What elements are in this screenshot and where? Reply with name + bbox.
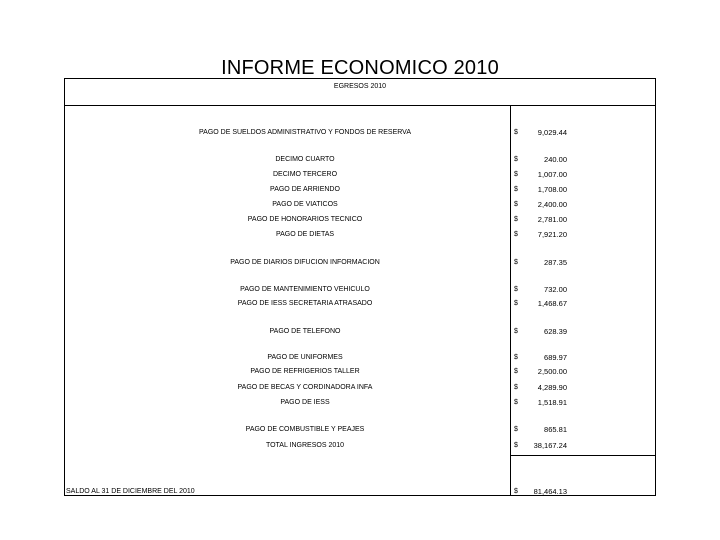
summary-divider — [510, 455, 656, 456]
total-label: TOTAL INGRESOS 2010 — [265, 442, 345, 449]
currency-symbol: $ — [514, 231, 518, 238]
table-row — [0, 367, 720, 377]
table-row — [0, 215, 720, 225]
table-row — [0, 383, 720, 393]
row-amount: 865.81 — [544, 425, 567, 434]
currency-symbol: $ — [514, 488, 518, 495]
row-label: PAGO DE IESS — [280, 399, 330, 406]
row-label: PAGO DE COMBUSTIBLE Y PEAJES — [245, 426, 365, 433]
currency-symbol: $ — [514, 300, 518, 307]
row-amount: 732.00 — [544, 285, 567, 294]
currency-symbol: $ — [514, 426, 518, 433]
row-label: PAGO DE ARRIENDO — [270, 186, 340, 193]
currency-symbol: $ — [514, 186, 518, 193]
table-row — [0, 285, 720, 295]
row-amount: 1,468.67 — [537, 299, 567, 308]
currency-symbol: $ — [514, 156, 518, 163]
row-amount: 1,007.00 — [537, 170, 567, 179]
table-row — [0, 398, 720, 408]
report-subtitle: EGRESOS 2010 — [333, 83, 387, 90]
currency-symbol: $ — [514, 129, 518, 136]
row-amount: 689.97 — [544, 353, 567, 362]
currency-symbol: $ — [514, 201, 518, 208]
row-label: DECIMO CUARTO — [275, 156, 335, 163]
table-row — [0, 200, 720, 210]
row-label: PAGO DE VIATICOS — [272, 201, 338, 208]
row-amount: 628.39 — [544, 327, 567, 336]
table-row — [0, 327, 720, 337]
row-amount: 1,708.00 — [537, 185, 567, 194]
row-label: PAGO DE UNIFORMES — [267, 354, 343, 361]
total-amount: 38,167.24 — [533, 441, 567, 450]
row-amount: 7,921.20 — [537, 230, 567, 239]
total-row — [0, 441, 720, 451]
currency-symbol: $ — [514, 259, 518, 266]
header-divider — [64, 105, 656, 106]
table-row — [0, 230, 720, 240]
row-amount: 9,029.44 — [537, 128, 567, 137]
row-label: PAGO DE SUELDOS ADMINISTRATIVO Y FONDOS DE RESERVA — [199, 129, 411, 136]
table-row — [0, 170, 720, 180]
currency-symbol: $ — [514, 368, 518, 375]
row-label: PAGO DE DIETAS — [275, 231, 335, 238]
row-amount: 1,518.91 — [537, 398, 567, 407]
row-label: PAGO DE REFRIGERIOS TALLER — [250, 368, 360, 375]
currency-symbol: $ — [514, 328, 518, 335]
currency-symbol: $ — [514, 171, 518, 178]
currency-symbol: $ — [514, 399, 518, 406]
row-amount: 240.00 — [544, 155, 567, 164]
table-row — [0, 128, 720, 138]
table-row — [0, 425, 720, 435]
row-amount: 2,500.00 — [537, 367, 567, 376]
row-label: PAGO DE BECAS Y CORDINADORA INFA — [237, 384, 373, 391]
row-label: PAGO DE DIARIOS DIFUCION INFORMACION — [230, 259, 380, 266]
table-row — [0, 353, 720, 363]
row-label: PAGO DE TELEFONO — [269, 328, 341, 335]
row-amount: 287.35 — [544, 258, 567, 267]
table-row — [0, 258, 720, 268]
currency-symbol: $ — [514, 384, 518, 391]
table-row — [0, 155, 720, 165]
currency-symbol: $ — [514, 286, 518, 293]
row-amount: 2,400.00 — [537, 200, 567, 209]
row-label: PAGO DE HONORARIOS TECNICO — [247, 216, 363, 223]
table-row — [0, 185, 720, 195]
row-amount: 2,781.00 — [537, 215, 567, 224]
table-row — [0, 299, 720, 309]
row-label: PAGO DE MANTENIMIENTO VEHICULO — [240, 286, 370, 293]
currency-symbol: $ — [514, 216, 518, 223]
row-label: PAGO DE IESS SECRETARIA ATRASADO — [237, 300, 373, 307]
currency-symbol: $ — [514, 442, 518, 449]
saldo-amount: 81,464.13 — [533, 487, 567, 496]
row-label: DECIMO TERCERO — [272, 171, 338, 178]
saldo-label: SALDO AL 31 DE DICIEMBRE DEL 2010 — [66, 488, 195, 495]
currency-symbol: $ — [514, 354, 518, 361]
report-title: INFORME ECONOMICO 2010 — [221, 57, 499, 79]
row-amount: 4,289.90 — [537, 383, 567, 392]
